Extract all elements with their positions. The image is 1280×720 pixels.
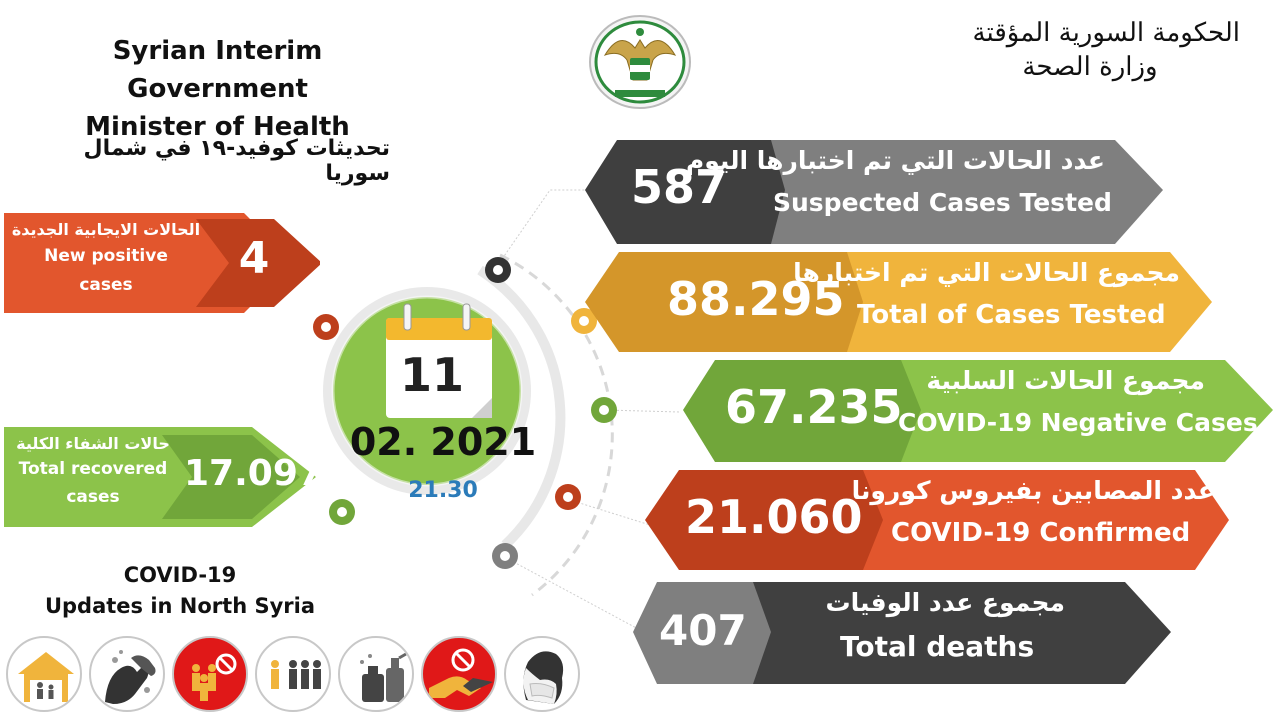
confirmed-cases-label-en: COVID-19 Confirmed	[891, 518, 1191, 548]
total-tested-card	[585, 252, 1275, 356]
suspected-tested-card	[585, 140, 1275, 244]
header-ar-line1: الحكومة السورية المؤقتة	[972, 18, 1240, 48]
sanitizer-icon	[338, 636, 414, 712]
suspected-tested-value: 587	[631, 160, 728, 214]
recovered-card	[4, 427, 323, 527]
recovered-label-en-1: Total recovered	[18, 459, 168, 479]
total-tested-label-en: Total of Cases Tested	[857, 300, 1166, 330]
face-mask-icon	[504, 636, 580, 712]
date-month-year: 02. 2021	[349, 420, 537, 464]
suspected-tested-label-en: Suspected Cases Tested	[773, 188, 1112, 217]
new-positive-card	[4, 213, 320, 313]
ring-dot-grey	[492, 543, 518, 569]
covid-title-line1: COVID-19	[123, 563, 237, 587]
total-tested-value: 88.295	[667, 272, 845, 326]
confirmed-cases-label-ar: عدد المصابين بفيروس كورونا	[851, 476, 1215, 505]
ring-dot-orange-right	[555, 484, 581, 510]
recovered-label-en-2: cases	[66, 487, 120, 507]
total-deaths-card	[585, 582, 1275, 686]
ring-dot-dark	[485, 257, 511, 283]
negative-cases-card	[585, 360, 1275, 464]
new-positive-label-en-1: New positive	[44, 246, 168, 266]
total-deaths-label-ar: مجموع عدد الوفيات	[825, 588, 1065, 617]
header-ar-line2: وزارة الصحة	[1022, 52, 1158, 82]
social-distance-icon	[255, 636, 331, 712]
new-positive-value: 4	[238, 233, 270, 284]
covid-updates-title	[25, 560, 335, 622]
ring-dot-green-left	[329, 499, 355, 525]
header-en-line1: Syrian Interim Government	[112, 36, 323, 104]
date-time: 21.30	[408, 478, 478, 503]
negative-cases-value: 67.235	[725, 380, 903, 434]
recovered-label-ar: حالات الشفاء الكلية	[16, 434, 170, 453]
recovered-value: 17.097	[184, 453, 323, 494]
confirmed-cases-value: 21.060	[685, 490, 863, 544]
negative-cases-label-ar: مجموع الحالات السلبية	[926, 366, 1205, 395]
wash-hands-icon	[89, 636, 165, 712]
subtitle-arabic: تحديثات كوفيد-١٩ في شمال سوريا	[83, 136, 390, 186]
suspected-tested-label-ar: عدد الحالات التي تم اختبارها اليوم	[685, 146, 1105, 175]
negative-cases-label-en: COVID-19 Negative Cases	[898, 408, 1258, 437]
confirmed-cases-card	[585, 470, 1275, 574]
new-positive-label-en-2: cases	[79, 275, 133, 295]
header-en-line2: Minister of Health	[85, 112, 350, 142]
date-day: 11	[399, 348, 464, 402]
total-deaths-value: 407	[659, 606, 747, 655]
total-tested-label-ar: مجموع الحالات التي تم اختبارها	[793, 258, 1180, 287]
covid-title-line2: Updates in North Syria	[44, 594, 316, 618]
no-gathering-icon	[172, 636, 248, 712]
stay-home-icon	[6, 636, 82, 712]
new-positive-label-ar: الحالات الايجابية الجديدة	[11, 220, 201, 239]
total-deaths-label-en: Total deaths	[840, 630, 1035, 663]
prevention-icons	[6, 636, 580, 716]
no-handshake-icon	[421, 636, 497, 712]
